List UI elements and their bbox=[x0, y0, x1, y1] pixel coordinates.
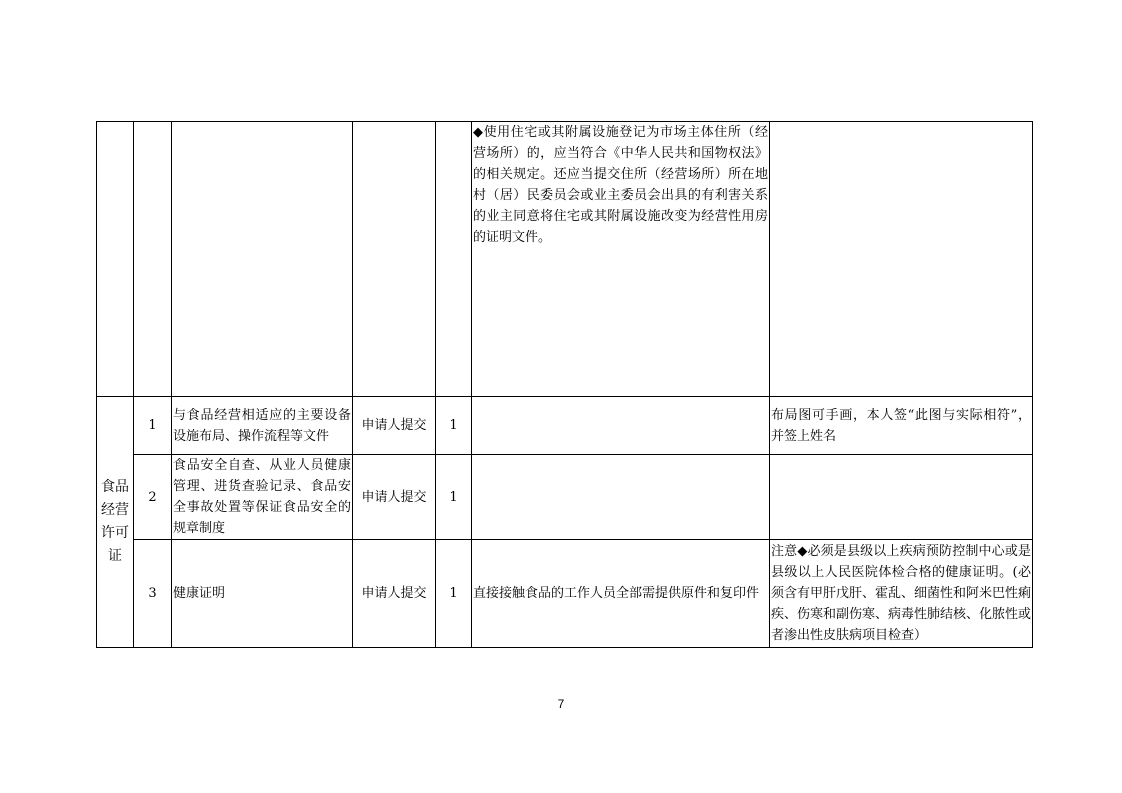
table-row bbox=[97, 455, 1033, 540]
requirement-cell bbox=[472, 397, 770, 455]
material-requirements-table bbox=[96, 121, 1033, 648]
requirement-cell: 直接接触食品的工作人员全部需提供原件和复印件 bbox=[472, 540, 770, 648]
remark-cell: 注意◆必须是县级以上疾病预防控制中心或是县级以上人民医院体检合格的健康证明。(必须含有甲肝戊肝、霍乱、细菌性和阿米巴性痢疾、伤寒和副伤寒、病毒性肺结核、化脓性或者渗出性皮肤病项目检查） bbox=[770, 540, 1033, 648]
remark-cell: 布局图可手画，本人签“此图与实际相符”，并签上姓名 bbox=[770, 397, 1033, 455]
table-row bbox=[97, 397, 1033, 455]
requirement-cell: ◆使用住宅或其附属设施登记为市场主体住所（经营场所）的，应当符合《中华人民共和国物权法》的相关规定。还应当提交住所（经营场所）所在地村（居）民委员会或业主委员会出具的有利害关系的业主同意将住宅或其附属设施改变为经营性用房的证明文件。 bbox=[472, 122, 770, 397]
material-cell-empty bbox=[172, 122, 353, 397]
index-cell: 2 bbox=[134, 455, 172, 540]
copies-cell-empty bbox=[436, 122, 472, 397]
continuation-row bbox=[97, 122, 1033, 397]
index-cell: 3 bbox=[134, 540, 172, 648]
remark-cell-empty bbox=[770, 122, 1033, 397]
index-cell-empty bbox=[134, 122, 172, 397]
material-cell: 健康证明 bbox=[172, 540, 353, 648]
source-cell-empty bbox=[353, 122, 436, 397]
remark-cell bbox=[770, 455, 1033, 540]
copies-cell: 1 bbox=[436, 397, 472, 455]
copies-cell: 1 bbox=[436, 540, 472, 648]
page-number: 7 bbox=[557, 697, 565, 711]
source-cell: 申请人提交 bbox=[353, 455, 436, 540]
copies-cell: 1 bbox=[436, 455, 472, 540]
source-cell: 申请人提交 bbox=[353, 540, 436, 648]
requirement-cell bbox=[472, 455, 770, 540]
category-cell-empty bbox=[97, 122, 134, 397]
material-cell: 与食品经营相适应的主要设备设施布局、操作流程等文件 bbox=[172, 397, 353, 455]
source-cell: 申请人提交 bbox=[353, 397, 436, 455]
index-cell: 1 bbox=[134, 397, 172, 455]
table-row bbox=[97, 540, 1033, 648]
material-cell: 食品安全自查、从业人员健康管理、进货查验记录、食品安全事故处置等保证食品安全的规章制度 bbox=[172, 455, 353, 540]
category-cell: 食品经营许可证 bbox=[97, 397, 134, 648]
